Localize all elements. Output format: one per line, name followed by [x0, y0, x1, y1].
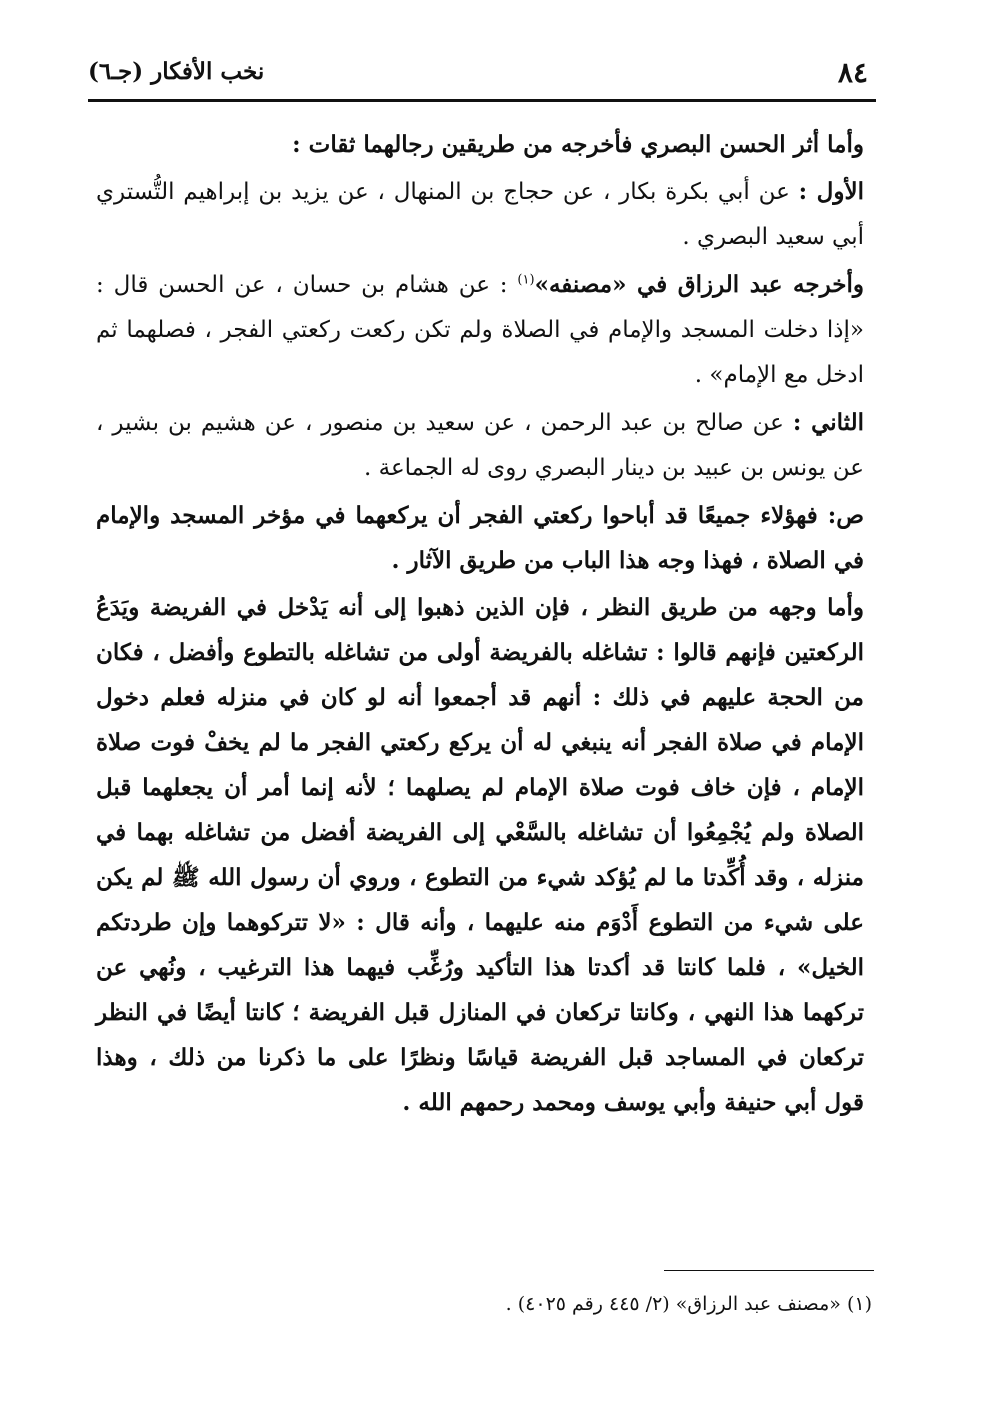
paragraph-matn	[96, 493, 864, 583]
header-divider	[88, 99, 876, 102]
footnote: (١) «مصنف عبد الرزاق» (٢/ ٤٤٥ رقم ٤٠٢٥) .	[505, 1293, 872, 1315]
page-header	[88, 52, 876, 102]
paragraph-abdurrazzaq	[96, 262, 864, 398]
page-number: ٨٤	[837, 56, 868, 89]
paragraph-text: فهؤلاء جميعًا قد أباحوا ركعتي الفجر أن يركعهما في مؤخر المسجد والإمام في الصلاة ، فهذا وجه هذا الباب من طريق الآثار .	[96, 502, 864, 574]
paragraph-nazar	[96, 585, 864, 1125]
paragraph-second-route	[96, 400, 864, 491]
paragraph-text: وأما أثر الحسن البصري فأخرجه من طريقين رجالهما ثقات :	[292, 131, 864, 158]
footnote-divider	[664, 1270, 874, 1271]
paragraph-lead: الثاني :	[792, 409, 864, 436]
footnote-reference[interactable]: (١)	[517, 272, 535, 288]
paragraph-text: عن صالح بن عبد الرحمن ، عن سعيد بن منصور ، عن هشيم بن بشير ، عن يونس بن عبيد بن دينار البصري روى له الجماعة .	[96, 410, 864, 481]
paragraph-lead: ص:	[827, 502, 864, 529]
paragraph-lead: الأول :	[798, 178, 864, 205]
paragraph-text: : عن هشام بن حسان ، عن الحسن قال : «إذا دخلت المسجد والإمام في الصلاة ولم تكن ركعت ركعتي الفجر ، فصلهما ثم ادخل مع الإمام» .	[96, 272, 864, 388]
paragraph-hasan-athar	[96, 122, 864, 167]
paragraph-text: عن أبي بكرة بكار ، عن حجاج بن المنهال ، عن يزيد بن إبراهيم التُّستري أبي سعيد البصري .	[96, 179, 864, 250]
main-text	[96, 122, 864, 1125]
paragraph-lead: وأخرجه عبد الرزاق في «مصنفه»	[534, 271, 864, 298]
running-title: نخب الأفكار (جـ٦)	[88, 58, 265, 85]
paragraph-first-route	[96, 169, 864, 260]
paragraph-text: وأما وجهه من طريق النظر ، فإن الذين ذهبوا إلى أنه يَدْخل في الفريضة ويَدَعُ الركعتين فإنهم قالوا : تشاغله بالفريضة أولى من تشاغله بالتطوع وأفضل ، فكان من الحجة عليهم في ذلك : أنهم قد أجمعوا أنه لو كان في منزله فعلم دخول الإمام في صلاة الفجر أنه ينبغي له أن يركع ركعتي الفجر ما لم يخفْ فوت صلاة الإمام ، فإن خاف فوت صلاة الإمام لم يصلهما ؛ لأنه إنما أمر أن يجعلهما قبل الصلاة ولم يُجْمِعُوا أن تشاغله بالسَّعْي إلى الفريضة أفضل من تشاغله بهما في منزله ، وقد أُكِّدتا ما لم يُؤكد شيء من التطوع ، وروي أن رسول الله ﷺ لم يكن على شيء من التطوع أَدْوَم منه عليهما ، وأنه قال : «لا تتركوهما وإن طردتكم الخيل» ، فلما كانتا قد أكدتا هذا التأكيد ورُغِّب فيهما هذا الترغيب ، ونُهي عن تركهما هذا النهي ، وكانتا تركعان في المنازل قبل الفريضة ؛ كانتا أيضًا في النظر تركعان في المساجد قبل الفريضة قياسًا ونظرًا على ما ذكرنا من ذلك ، وهذا قول أبي حنيفة وأبي يوسف ومحمد رحمهم الله .	[96, 594, 864, 1116]
